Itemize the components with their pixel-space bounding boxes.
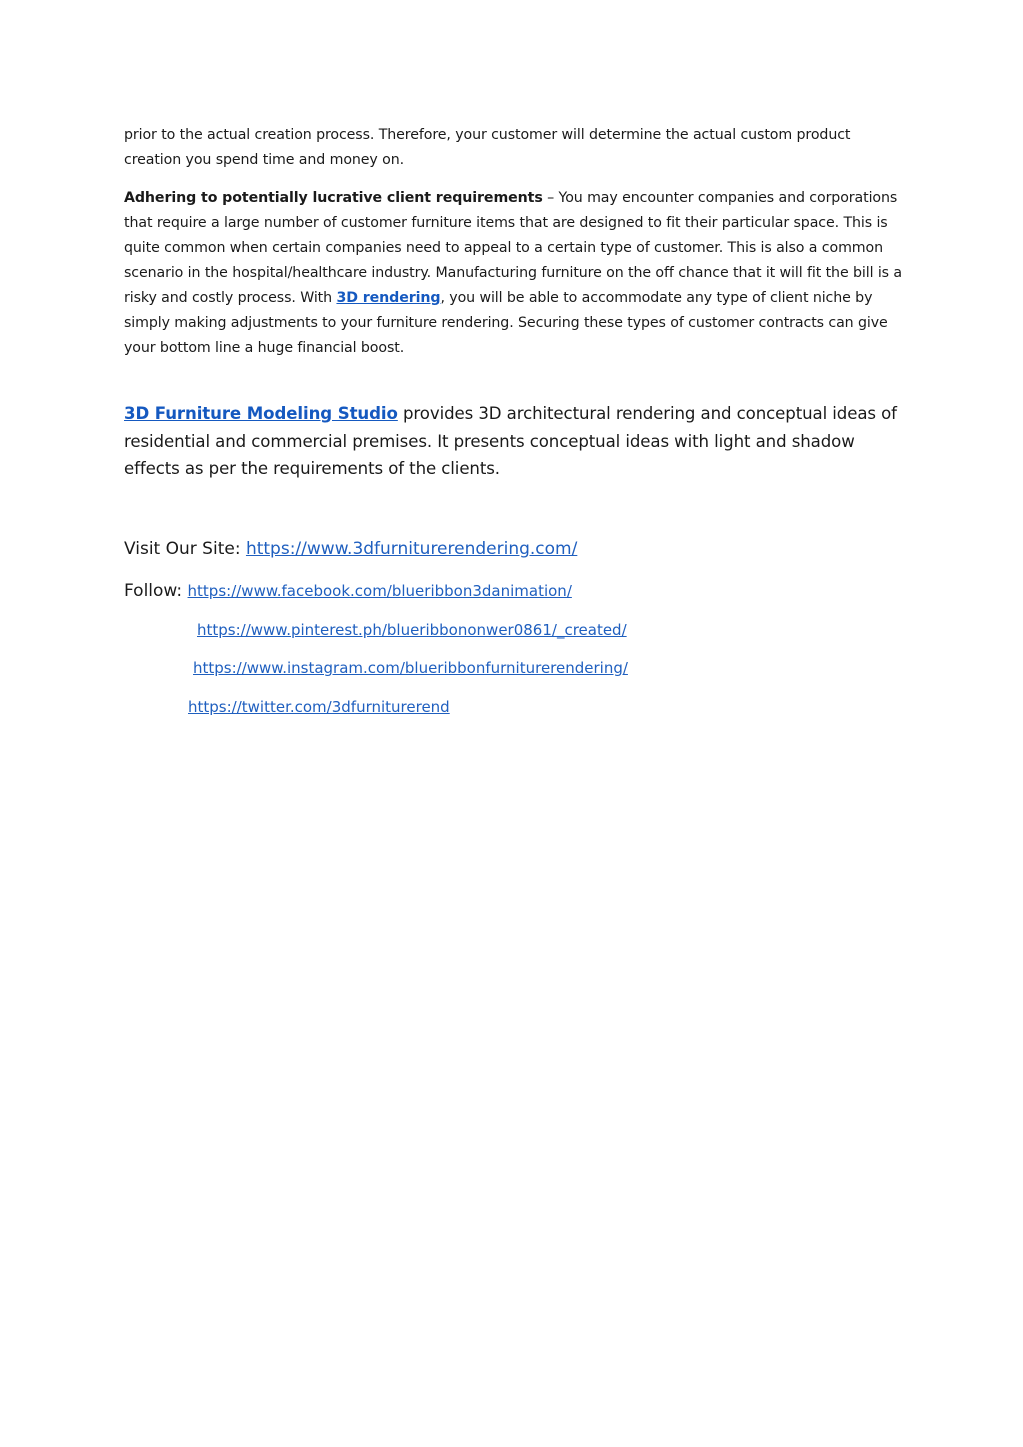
paragraph-body-end: , you will be able to accommodate any type of client niche by simply making adjustments to your furniture rendering. Securing these types of customer contracts can give your bottom line a huge financial boost. xyxy=(124,290,888,356)
3d-rendering-link[interactable]: 3D rendering xyxy=(336,290,441,306)
follow-label: Follow: xyxy=(124,581,188,601)
twitter-line xyxy=(188,696,450,718)
website-link[interactable]: https://www.3dfurniturerendering.com/ xyxy=(245,539,578,559)
studio-description: provides 3D architectural rendering and conceptual ideas of residential and commercial premises. It presents conceptual ideas with light and shadow effects as per the requirements of the clients. xyxy=(124,404,897,478)
follow-line xyxy=(124,578,572,604)
instagram-link[interactable]: https://www.instagram.com/blueribbonfurniturerendering/ xyxy=(193,659,628,677)
instagram-line xyxy=(193,657,628,679)
visit-site-line xyxy=(124,536,577,562)
paragraph-studio xyxy=(124,400,914,483)
facebook-link[interactable]: https://www.facebook.com/blueribbon3danimation/ xyxy=(187,582,572,600)
paragraph-heading: Adhering to potentially lucrative client requirements xyxy=(124,190,543,206)
studio-link[interactable]: 3D Furniture Modeling Studio xyxy=(124,404,398,423)
pinterest-line xyxy=(197,619,627,641)
paragraph-body-start: – You may encounter companies and corporations that require a large number of customer furniture items that are designed to fit their particular space. This is quite common when certain companies need to appeal to a certain type of customer. This is also a common scenario in the hospital/healthcare industry. Manufacturing furniture on the off chance that it will fit the bill is a risky and costly process. With xyxy=(124,190,902,306)
pinterest-link[interactable]: https://www.pinterest.ph/blueribbononwer0861/_created/ xyxy=(197,621,627,639)
paragraph-intro-text: prior to the actual creation process. Therefore, your customer will determine the actual custom product creation you spend time and money on. xyxy=(124,127,851,168)
visit-label: Visit Our Site: xyxy=(124,539,246,559)
paragraph-intro xyxy=(124,123,909,173)
twitter-link[interactable]: https://twitter.com/3dfurniturerend xyxy=(188,698,450,716)
paragraph-client-requirements xyxy=(124,186,909,361)
